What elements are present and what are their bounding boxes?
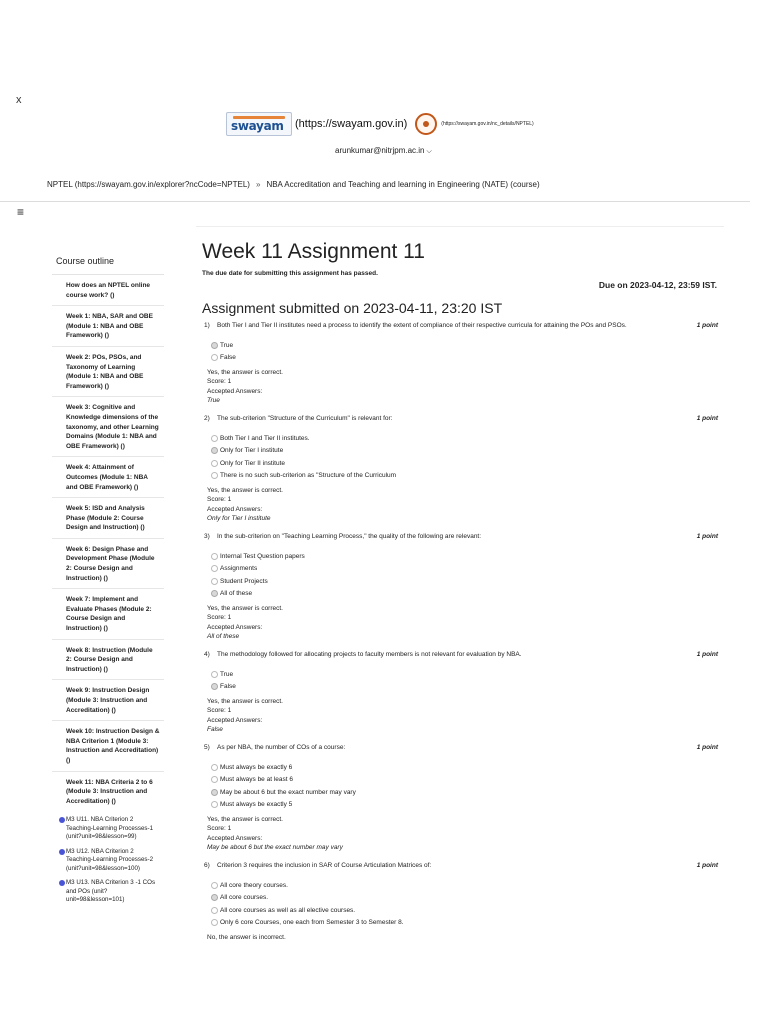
question-6 <box>204 862 718 943</box>
sidebar-subitem-u13[interactable] <box>52 876 164 908</box>
option-label: Both Tier I and Tier II institutes. <box>220 434 310 442</box>
option-label: All core courses. <box>220 894 269 902</box>
accepted-answer: May be about 6 but the exact number may vary <box>207 843 343 851</box>
option-label: Must always be at least 6 <box>220 776 293 784</box>
answer-option[interactable] <box>211 432 718 445</box>
question-points: 1 point <box>696 322 718 329</box>
option-label: False <box>220 683 236 691</box>
question-number: 5) <box>204 744 210 751</box>
answer-option[interactable] <box>211 445 718 458</box>
option-label: Assignments <box>220 565 258 573</box>
page-title: Week 11 Assignment 11 <box>202 240 425 263</box>
sidebar-item-week-3[interactable]: Week 3: Cognitive and Knowledge dimensions of the taxonomy, and other Learning Domains (Module 1: NBA and OBE Framework) () <box>52 397 164 457</box>
radio-selected-icon[interactable] <box>211 342 218 349</box>
question-2 <box>204 415 718 523</box>
question-text: The methodology followed for allocating projects to faculty members is not relevant for evaluation by NBA. <box>217 651 522 658</box>
breadcrumb-separator: » <box>255 180 261 189</box>
site-header <box>226 110 534 138</box>
answer-option[interactable] <box>211 799 718 812</box>
option-label: Internal Test Question papers <box>220 552 305 560</box>
answer-option[interactable] <box>211 575 718 588</box>
breadcrumb-course-link[interactable]: NBA Accreditation and Teaching and learning in Engineering (NATE) (course) <box>266 180 540 189</box>
radio-icon[interactable] <box>211 460 218 467</box>
user-menu[interactable] <box>335 146 432 156</box>
answer-score: Score: 1 <box>207 824 232 832</box>
option-label: Must always be exactly 5 <box>220 801 293 809</box>
sidebar-subitem-u12[interactable] <box>52 845 164 877</box>
radio-icon[interactable] <box>211 671 218 678</box>
answer-result: Yes, the answer is correct. <box>207 816 283 823</box>
answer-option[interactable] <box>211 917 718 930</box>
sidebar-item-week-1[interactable]: Week 1: NBA, SAR and OBE (Module 1: NBA and OBE Framework) () <box>52 306 164 347</box>
answer-option[interactable] <box>211 761 718 774</box>
sidebar-item-week-11[interactable]: Week 11: NBA Criteria 2 to 6 (Module 3: Instruction and Accreditation) () <box>66 778 153 805</box>
answer-option[interactable] <box>211 879 718 892</box>
answer-option[interactable] <box>211 681 718 694</box>
answer-option[interactable] <box>211 457 718 470</box>
chevron-down-icon: ⌵ <box>426 148 432 155</box>
sidebar-item-week-10[interactable]: Week 10: Instruction Design & NBA Criterion 1 (Module 3: Instruction and Accreditation) () <box>52 721 164 771</box>
question-number: 2) <box>204 415 210 422</box>
accepted-answer: Only for Tier I institute <box>207 514 271 522</box>
radio-icon[interactable] <box>211 472 218 479</box>
question-text: In the sub-criterion on "Teaching Learning Process," the quality of the following are relevant: <box>217 533 482 540</box>
answer-result: Yes, the answer is correct. <box>207 487 283 494</box>
nptel-logo[interactable] <box>415 113 437 135</box>
answer-result: Yes, the answer is correct. <box>207 369 283 376</box>
sidebar-subitem-label: M3 U11. NBA Criterion 2 Teaching-Learning Processes-1 (unit?unit=98&lesson=99) <box>66 816 154 841</box>
question-1 <box>204 322 718 405</box>
close-button[interactable]: x <box>16 94 22 106</box>
sidebar-title: Course outline <box>52 248 164 275</box>
deadline-notice: The due date for submitting this assignment has passed. <box>202 270 378 277</box>
answer-score: Score: 1 <box>207 706 232 714</box>
sidebar-item-week-2[interactable]: Week 2: POs, PSOs, and Taxonomy of Learning (Module 1: NBA and OBE Framework) () <box>52 347 164 397</box>
question-points: 1 point <box>696 415 718 422</box>
option-label: All core theory courses. <box>220 881 288 889</box>
sidebar-subitem-label: M3 U12. NBA Criterion 2 Teaching-Learning Processes-2 (unit?unit=98&lesson=100) <box>66 847 154 872</box>
course-outline-sidebar <box>52 248 164 908</box>
sidebar-item-course-intro[interactable]: How does an NPTEL online course work? () <box>52 275 164 306</box>
accepted-answer: False <box>207 725 223 733</box>
question-text: The sub-criterion "Structure of the Curriculum" is relevant for: <box>217 415 393 422</box>
answer-option[interactable] <box>211 892 718 905</box>
question-number: 3) <box>204 533 210 540</box>
sidebar-item-week-9[interactable]: Week 9: Instruction Design (Module 3: Instruction and Accreditation) () <box>52 680 164 721</box>
option-label: May be about 6 but the exact number may vary <box>220 788 356 796</box>
option-label: Only for Tier II institute <box>220 459 286 467</box>
option-label: Must always be exactly 6 <box>220 763 293 771</box>
answer-option[interactable] <box>211 588 718 601</box>
question-points: 1 point <box>696 651 718 658</box>
accepted-answers-label: Accepted Answers: <box>207 717 263 724</box>
answer-option[interactable] <box>211 774 718 787</box>
radio-icon[interactable] <box>211 565 218 572</box>
answer-result: Yes, the answer is correct. <box>207 698 283 705</box>
accepted-answers-label: Accepted Answers: <box>207 624 263 631</box>
answer-option[interactable] <box>211 786 718 799</box>
radio-icon[interactable] <box>211 578 218 585</box>
option-label: Student Projects <box>220 577 268 585</box>
option-label: True <box>220 341 234 349</box>
question-points: 1 point <box>696 744 718 751</box>
radio-icon[interactable] <box>211 764 218 771</box>
radio-icon[interactable] <box>211 801 218 808</box>
nptel-link[interactable]: (https://swayam.gov.in/nc_details/NPTEL) <box>441 121 534 127</box>
sidebar-item-week-7[interactable]: Week 7: Implement and Evaluate Phases (Module 2: Course Design and Instruction) () <box>52 589 164 639</box>
radio-selected-icon[interactable] <box>211 590 218 597</box>
question-5 <box>204 744 718 852</box>
question-4 <box>204 651 718 734</box>
swayam-link[interactable]: (https://swayam.gov.in) <box>295 118 408 130</box>
answer-option[interactable] <box>211 470 718 483</box>
lesson-status-dot <box>59 849 65 855</box>
menu-icon[interactable]: ≡ <box>17 205 25 219</box>
breadcrumb <box>47 180 540 189</box>
option-label: Only 6 core Courses, one each from Semester 3 to Semester 8. <box>220 919 404 927</box>
answer-option[interactable] <box>211 563 718 576</box>
submission-status: Assignment submitted on 2023-04-11, 23:20 IST <box>202 300 503 316</box>
question-text: As per NBA, the number of COs of a course: <box>217 744 346 751</box>
option-label: Only for Tier I institute <box>220 447 284 455</box>
answer-option[interactable] <box>211 904 718 917</box>
due-date: Due on 2023-04-12, 23:59 IST. <box>598 280 717 290</box>
sidebar-item-week-6[interactable]: Week 6: Design Phase and Development Phase (Module 2: Course Design and Instruction) () <box>52 539 164 589</box>
question-points: 1 point <box>696 533 718 540</box>
question-points: 1 point <box>696 862 718 869</box>
accepted-answers-label: Accepted Answers: <box>207 388 263 395</box>
radio-selected-icon[interactable] <box>211 894 218 901</box>
accepted-answers-label: Accepted Answers: <box>207 835 263 842</box>
answer-option[interactable] <box>211 668 718 681</box>
swayam-logo-text: swayam <box>231 119 284 133</box>
answer-option[interactable] <box>211 550 718 563</box>
question-text: Criterion 3 requires the inclusion in SAR of Course Articulation Matrices of: <box>217 862 432 869</box>
radio-icon[interactable] <box>211 907 218 914</box>
option-label: All core courses as well as all elective courses. <box>220 906 356 914</box>
breadcrumb-nptel-link[interactable]: NPTEL (https://swayam.gov.in/explorer?ncCode=NPTEL) <box>47 180 250 189</box>
lesson-status-dot <box>59 817 65 823</box>
sidebar-item-week-5[interactable]: Week 5: ISD and Analysis Phase (Module 2: Course Design and Instruction) () <box>52 498 164 539</box>
radio-icon[interactable] <box>211 354 218 361</box>
accepted-answers-label: Accepted Answers: <box>207 506 263 513</box>
sidebar-subitem-u11[interactable] <box>52 813 164 845</box>
lesson-status-dot <box>59 880 65 886</box>
answer-score: Score: 1 <box>207 495 232 503</box>
answer-score: Score: 1 <box>207 377 232 385</box>
option-label: True <box>220 670 234 678</box>
question-number: 6) <box>204 862 210 869</box>
user-email: arunkumar@nitrjpm.ac.in <box>335 146 425 155</box>
answer-result: Yes, the answer is correct. <box>207 605 283 612</box>
answer-score: Score: 1 <box>207 613 232 621</box>
answer-option[interactable] <box>211 352 718 365</box>
answer-result: No, the answer is incorrect. <box>207 934 286 941</box>
radio-icon[interactable] <box>211 882 218 889</box>
sidebar-item-week-8[interactable]: Week 8: Instruction (Module 2: Course Design and Instruction) () <box>52 640 164 681</box>
option-label: False <box>220 354 236 362</box>
accepted-answer: True <box>207 396 220 404</box>
radio-selected-icon[interactable] <box>211 683 218 690</box>
question-number: 1) <box>204 322 210 329</box>
radio-selected-icon[interactable] <box>211 447 218 454</box>
sidebar-item-week-4[interactable]: Week 4: Attainment of Outcomes (Module 1: NBA and OBE Framework) () <box>52 457 164 498</box>
question-3 <box>204 533 718 641</box>
radio-icon[interactable] <box>211 435 218 442</box>
answer-option[interactable] <box>211 339 718 352</box>
accepted-answer: All of these <box>207 632 240 640</box>
question-number: 4) <box>204 651 210 658</box>
swayam-logo[interactable] <box>226 112 292 136</box>
header-divider <box>0 201 750 202</box>
question-text: Both Tier I and Tier II institutes need a process to identify the extent of compliance of their respective curricula for attaining the POs and PSOs. <box>217 322 627 329</box>
sidebar-subitem-label: M3 U13. NBA Criterion 3 -1 COs and POs (unit?unit=98&lesson=101) <box>66 879 156 904</box>
option-label: All of these <box>220 590 253 598</box>
option-label: There is no such sub-criterion as "Structure of the Curriculum <box>220 472 397 480</box>
radio-icon[interactable] <box>211 919 218 926</box>
radio-icon[interactable] <box>211 776 218 783</box>
radio-selected-icon[interactable] <box>211 789 218 796</box>
radio-icon[interactable] <box>211 553 218 560</box>
